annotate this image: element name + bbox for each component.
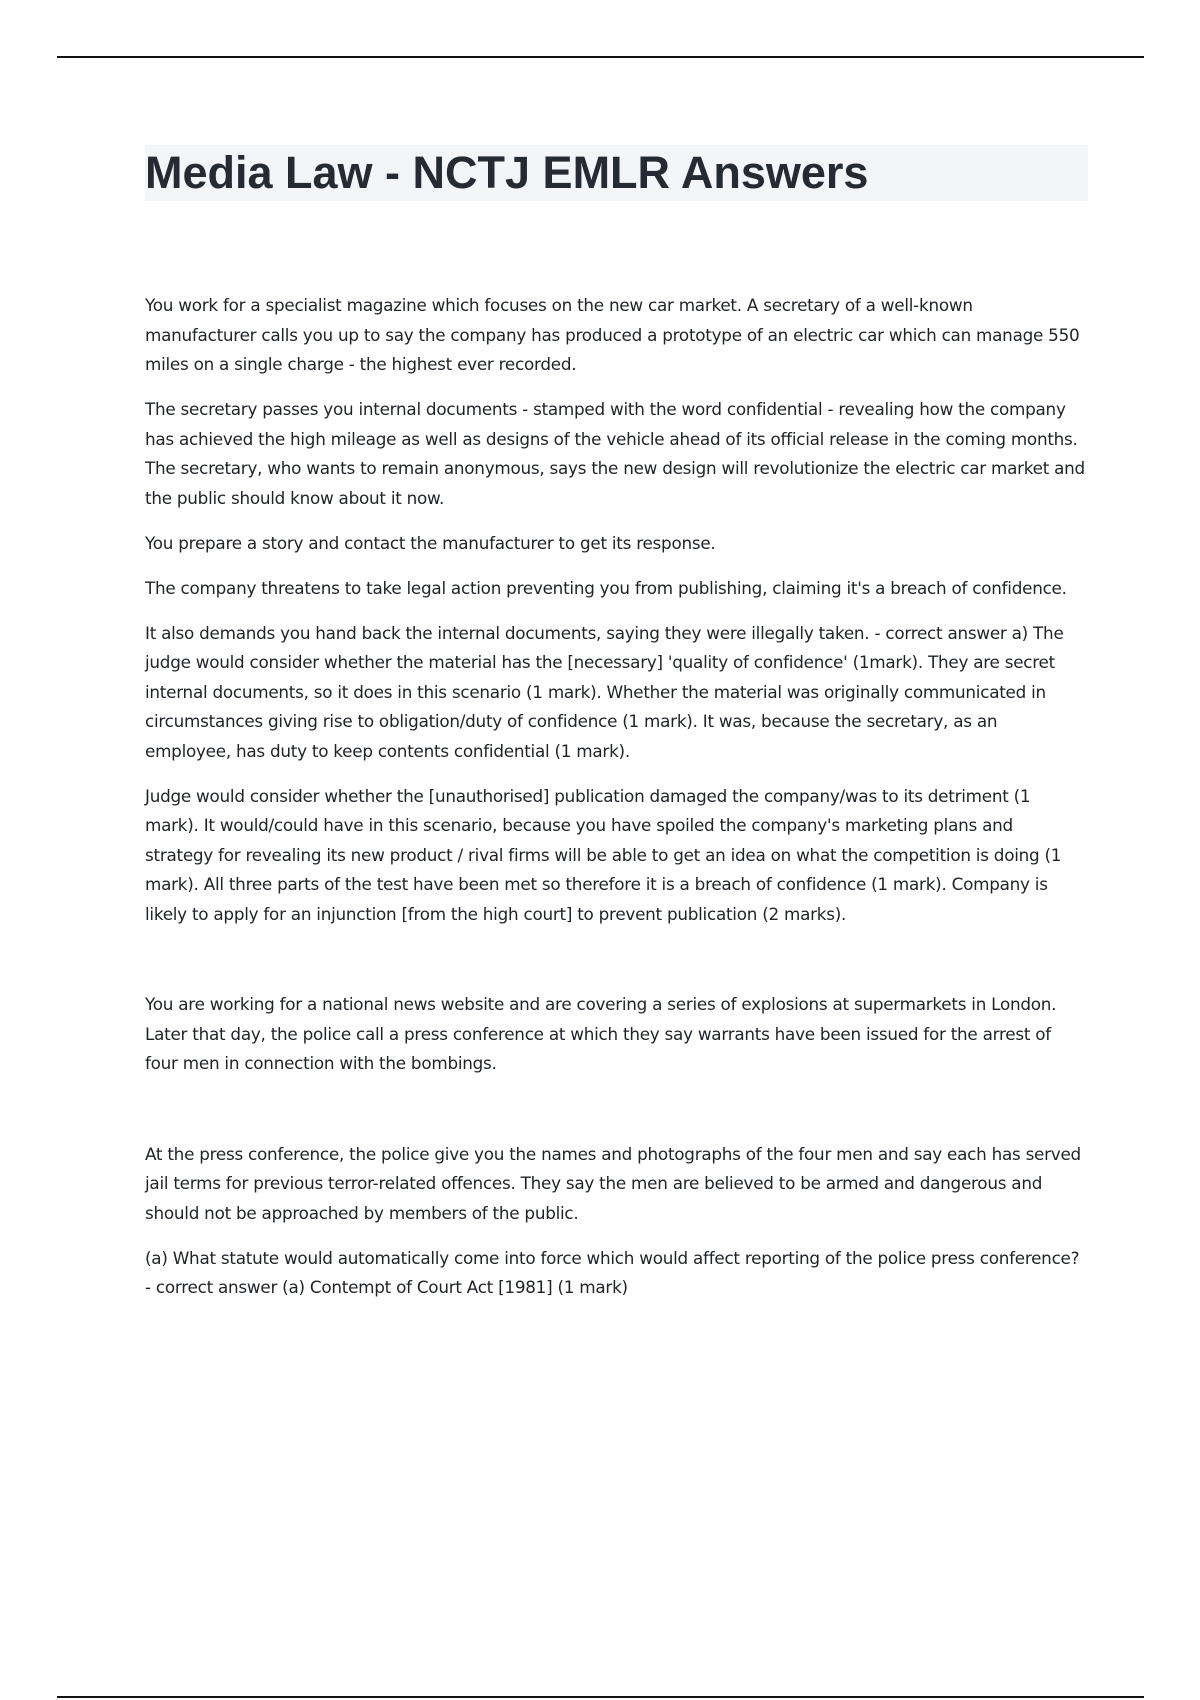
paragraph-answer-part-1: It also demands you hand back the internal documents, saying they were illegally taken. - correct answer a) The judge would consider whether the material has the [necessary] 'quality of confidence' (1mark). They are secret internal documents, so it does in this scenario (1 mark). Whether the material was originally communicated in circumstances giving rise to obligation/duty of confidence (1 mark). It was, because the secretary, as an employee, has duty to keep contents confidential (1 mark). [145,622,1064,761]
paragraph-answer-part-2: Judge would consider whether the [unauthorised] publication damaged the company/was to its detriment (1 mark). It would/could have in this scenario, because you have spoiled the company's marketing plans and strategy for revealing its new product / rival firms will be able to get an idea on what the competition is doing (1 mark). All three parts of the test have been met so therefore it is a breach of confidence (1 mark). Company is likely to apply for an injunction [from the high court] to prevent publication (2 marks). [145,785,1062,924]
paragraph-scenario-2-intro: You are working for a national news website and are covering a series of explosions at supermarkets in London. Later that day, the police call a press conference at which they say warrants have been issued for the arrest of four men in connection with the bombings. [145,994,1057,1073]
paragraph-scenario-intro: You work for a specialist magazine which focuses on the new car market. A secretary of a well-known manufacturer calls you up to say the company has produced a prototype of an electric car which can manage 550 miles on a single charge - the highest ever recorded. [145,295,1080,374]
page-title: Media Law - NCTJ EMLR Answers [145,147,869,198]
paragraph-legal-threat: The company threatens to take legal action preventing you from publishing, claiming it's a breach of confidence. [145,577,1067,598]
paragraph-question-answer-a: (a) What statute would automatically come into force which would affect reporting of the police press conference? - correct answer (a) Contempt of Court Act [1981] (1 mark) [145,1247,1080,1297]
top-divider [57,56,1144,58]
paragraph-prepare-story: You prepare a story and contact the manufacturer to get its response. [145,532,716,553]
bottom-divider [57,1696,1144,1698]
document-body [145,291,1085,1318]
paragraph-press-conference: At the press conference, the police give you the names and photographs of the four men and say each has served jail terms for previous terror-related offences. They say the men are believed to be armed and dangerous and should not be approached by members of the public. [145,1143,1081,1223]
paragraph-internal-documents: The secretary passes you internal documents - stamped with the word confidential - revealing how the company has achieved the high mileage as well as designs of the vehicle ahead of its official release in the coming months. The secretary, who wants to remain anonymous, says the new design will revolutionize the electric car market and the public should know about it now. [145,399,1085,508]
